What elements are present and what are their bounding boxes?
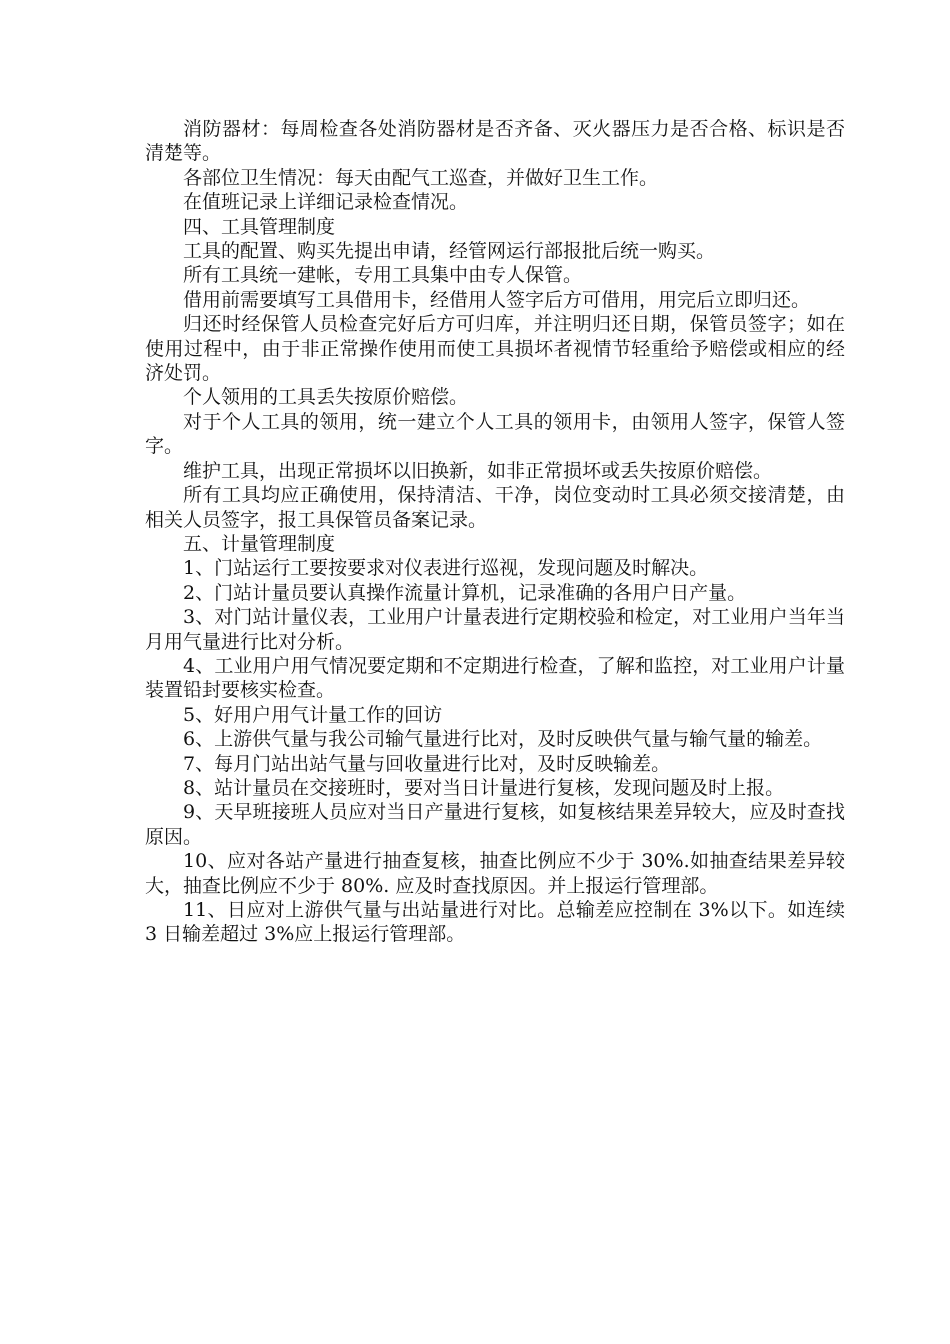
list-item-metering-3: 3、对门站计量仪表，工业用户计量表进行定期校验和检定，对工业用户当年当月用气量进行比对分析。 — [145, 606, 845, 653]
paragraph-tool-account: 所有工具统一建帐，专用工具集中由专人保管。 — [183, 264, 583, 287]
list-item-metering-6: 6、上游供气量与我公司输气量进行比对，及时反映供气量与输气量的输差。 — [183, 728, 823, 751]
paragraph-tool-handover: 所有工具均应正确使用，保持清洁、干净，岗位变动时工具必须交接清楚，由相关人员签字，报工具保管员备案记录。 — [145, 484, 845, 531]
paragraph-personal-tool-card: 对于个人工具的领用，统一建立个人工具的领用卡，由领用人签字，保管人签字。 — [145, 410, 845, 458]
paragraph-tool-return: 归还时经保管人员检查完好后方可归库，并注明归还日期，保管员签字；如在使用过程中，由于非正常操作使用而使工具损坏者视情节轻重给予赔偿或相应的经济处罚。 — [145, 313, 845, 385]
list-item-metering-11: 11、日应对上游供气量与出站量进行对比。总输差应控制在 3%以下。如连续 3 日输差超过 3%应上报运行管理部。 — [145, 899, 845, 946]
paragraph-tool-purchase: 工具的配置、购买先提出申请，经管网运行部报批后统一购买。 — [183, 240, 716, 263]
list-item-metering-5: 5、好用户用气计量工作的回访 — [183, 703, 443, 726]
document-body — [145, 117, 845, 947]
list-item-metering-4: 4、工业用户用气情况要定期和不定期进行检查，了解和监控，对工业用户计量装置铅封要核实检查。 — [145, 654, 845, 702]
list-item-metering-1: 1、门站运行工要按要求对仪表进行巡视，发现问题及时解决。 — [183, 557, 709, 580]
list-item-metering-2: 2、门站计量员要认真操作流量计算机，记录准确的各用户日产量。 — [183, 581, 747, 604]
list-item-metering-10: 10、应对各站产量进行抽查复核，抽查比例应不少于 30%.如抽查结果差异较大，抽查比例应不少于 80%. 应及时查找原因。并上报运行管理部。 — [145, 850, 845, 897]
list-item-metering-9: 9、天早班接班人员应对当日产量进行复核，如复核结果差异较大，应及时查找原因。 — [145, 801, 845, 848]
paragraph-duty-record: 在值班记录上详细记录检查情况。 — [183, 191, 469, 214]
list-item-metering-7: 7、每月门站出站气量与回收量进行比对，及时反映输差。 — [183, 752, 671, 775]
paragraph-hygiene: 各部位卫生情况：每天由配气工巡查，并做好卫生工作。 — [183, 166, 659, 189]
section-heading-tool-management: 四、工具管理制度 — [183, 215, 336, 238]
paragraph-tool-loss: 个人领用的工具丢失按原价赔偿。 — [183, 386, 469, 409]
paragraph-tool-maintenance: 维护工具，出现正常损坏以旧换新，如非正常损坏或丢失按原价赔偿。 — [183, 459, 773, 482]
section-heading-metering-management: 五、计量管理制度 — [183, 532, 336, 555]
paragraph-tool-borrow: 借用前需要填写工具借用卡，经借用人签字后方可借用，用完后立即归还。 — [183, 288, 811, 311]
list-item-metering-8: 8、站计量员在交接班时，要对当日计量进行复核，发现问题及时上报。 — [183, 776, 785, 799]
paragraph-fire-equipment: 消防器材：每周检查各处消防器材是否齐备、灭火器压力是否合格、标识是否清楚等。 — [145, 118, 845, 165]
